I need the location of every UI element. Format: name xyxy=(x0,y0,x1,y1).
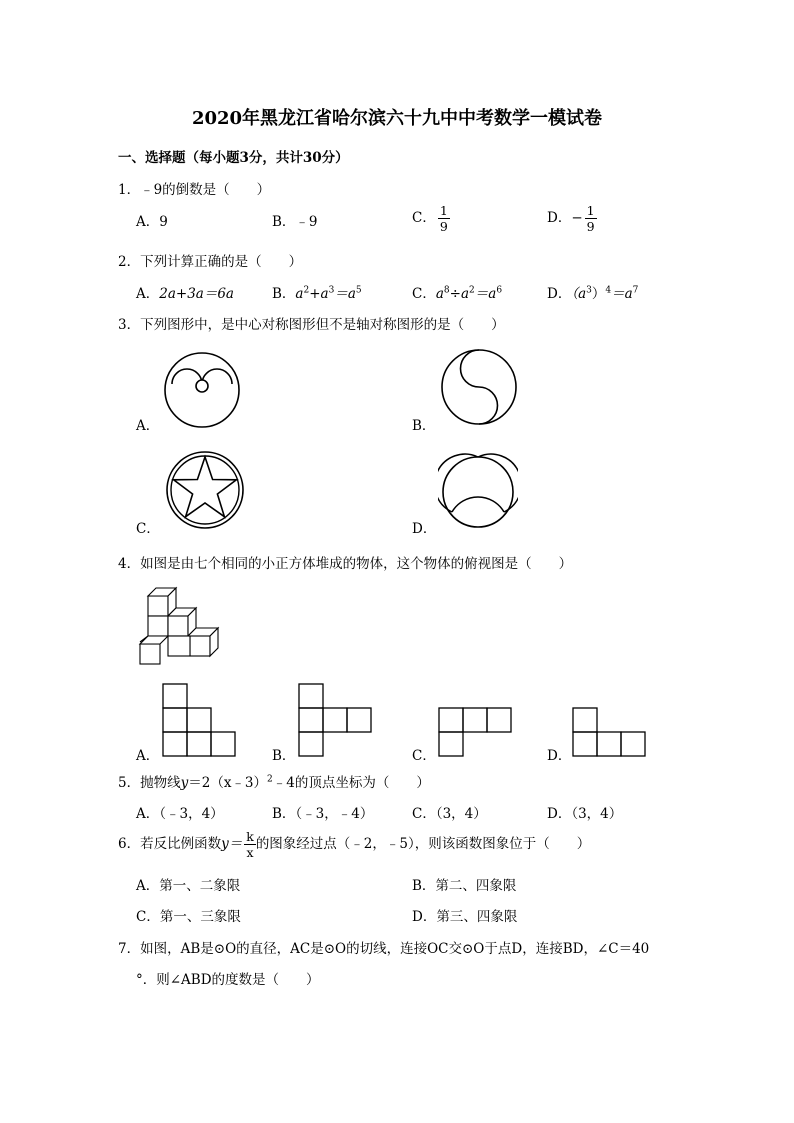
q4-option-b: B． xyxy=(272,748,296,764)
q4-cube-stack-figure xyxy=(136,582,228,670)
q4-option-d: D． xyxy=(547,748,572,764)
q6-option-c: C．第一、三象限 xyxy=(136,909,241,925)
q3-option-b: B． xyxy=(412,418,436,434)
q1-c-fraction xyxy=(438,203,450,234)
q6-option-b: B．第二、四象限 xyxy=(412,878,517,894)
q1-option-c xyxy=(412,203,450,234)
q1-d-sign: − xyxy=(571,210,583,226)
q3-figure-c xyxy=(164,449,246,531)
q1-c-den: 9 xyxy=(439,219,448,234)
q1-d-fraction xyxy=(585,203,597,234)
q4-figure-b xyxy=(298,683,374,757)
q4-option-c: C． xyxy=(412,748,436,764)
paper-title: 2020年黑龙江省哈尔滨六十九中中考数学一模试卷 xyxy=(191,108,603,129)
q3-stem: 3．下列图形中，是中心对称图形但不是轴对称图形的是（ ） xyxy=(118,317,505,333)
q3-option-d: D． xyxy=(412,521,437,537)
q3-option-a: A． xyxy=(136,418,160,434)
q6-fraction: $\frac{k}{x}$ xyxy=(246,829,254,860)
q4-figure-c xyxy=(438,707,514,757)
q2-option-d: D．$(a^3)^4=a^7$ xyxy=(547,285,639,302)
q3-option-c: C． xyxy=(136,521,160,537)
q5-option-d: D．（3，4） xyxy=(547,806,623,822)
q1-option-b: B．﹣9 xyxy=(272,214,318,230)
q1-c-label: C． xyxy=(412,210,436,226)
q4-stem: 4．如图是由七个相同的小正方体堆成的物体，这个物体的俯视图是（ ） xyxy=(118,556,573,572)
q2-stem: 2．下列计算正确的是（ ） xyxy=(118,254,303,270)
q4-option-a: A． xyxy=(136,748,160,764)
section-heading: 一、选择题（每小题3分，共计30分） xyxy=(118,150,349,166)
q2-option-c: C．$a^8\div a^2=a^6$ xyxy=(412,285,503,302)
q1-c-num: 1 xyxy=(439,203,448,218)
q5-option-a: A．（﹣3，4） xyxy=(136,806,224,822)
q6-option-a: A．第一、二象限 xyxy=(136,878,241,894)
q3-figure-a xyxy=(162,350,246,434)
q4-figure-d xyxy=(572,707,648,757)
q3-figure-d xyxy=(438,452,518,532)
q5-option-c: C．（3，4） xyxy=(412,806,487,822)
q1-d-den: 9 xyxy=(586,219,595,234)
q1-option-a: A．9 xyxy=(136,214,168,230)
q2-option-a: A．2a+3a＝6a xyxy=(136,286,234,302)
q4-figure-a xyxy=(162,683,238,757)
q1-d-label: D． xyxy=(547,210,572,226)
q3-figure-b xyxy=(438,346,522,430)
q1-d-num: 1 xyxy=(586,203,595,218)
q1-option-d xyxy=(547,203,597,234)
q6-stem: 6．若反比例函数y＝ $\frac{k}{x}$ 的图象经过点（﹣2，﹣5），则该函数图象位于（ ） xyxy=(118,829,591,860)
q5-option-b: B．（﹣3，﹣4） xyxy=(272,806,374,822)
q5-stem: 5．抛物线y＝2（x﹣3）$^2$﹣4的顶点坐标为（ ） xyxy=(118,774,430,791)
q7-stem-line1: 7．如图，AB是⊙O的直径，AC是⊙O的切线，连接OC交⊙O于点D，连接BD，∠C＝40 xyxy=(118,941,650,957)
q7-stem-line2: °．则∠ABD的度数是（ ） xyxy=(136,972,320,988)
q6-option-d: D．第三、四象限 xyxy=(412,909,518,925)
q1-stem: 1．﹣9的倒数是（ ） xyxy=(118,182,271,198)
q2-option-b: B．$a^2+a^3=a^5$ xyxy=(272,285,362,302)
